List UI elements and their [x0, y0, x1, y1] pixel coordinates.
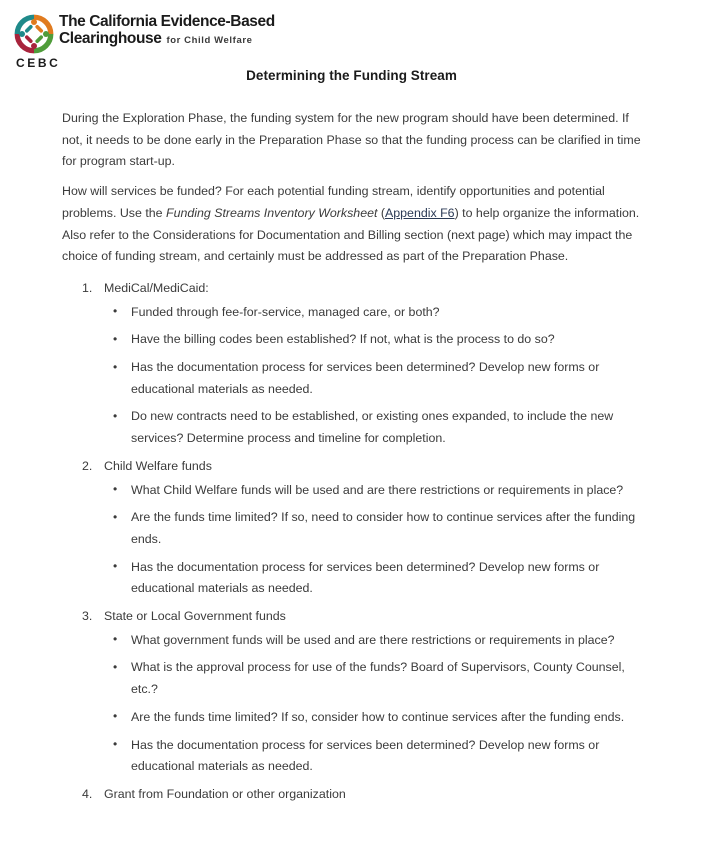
paragraph-how-funded-part3: ) to help organize the information. Also refer to the Considerations for Documentation and Billing section (next page) which may impact the choice of funding stream, and certainly must be addressed as part of the Preparation Phase.	[62, 205, 640, 264]
list-item	[104, 557, 646, 600]
question-text: Do new contracts need to be established, or existing ones expanded, to include the new services? Determine process and timeline for completion.	[131, 409, 614, 446]
list-number	[82, 606, 100, 628]
list-item	[104, 507, 646, 550]
funding-stream-label: Grant from Foundation or other organization	[104, 786, 346, 801]
question-text: What Child Welfare funds will be used and are there restrictions or requirements in place?	[131, 482, 624, 497]
bullet-icon: •	[113, 632, 118, 647]
list-item	[104, 302, 646, 324]
logo-wordmark-subtitle: for Child Welfare	[166, 34, 253, 46]
bullet-icon: •	[113, 659, 118, 674]
question-text: Has the documentation process for services been determined? Develop new forms or educational materials as needed.	[131, 360, 600, 396]
question-text: What government funds will be used and are there restrictions or requirements in place?	[131, 632, 615, 647]
funding-stream-questions	[104, 630, 646, 778]
worksheet-title: Funding Streams Inventory Worksheet	[166, 205, 378, 220]
list-item	[104, 329, 646, 351]
paragraph-how-funded-part1: How will services be funded? For each potential funding stream, identify opportunities and potential problems. Use the	[62, 184, 605, 220]
bullet-icon: •	[113, 482, 118, 497]
list-number	[82, 784, 100, 806]
funding-stream-label: Child Welfare funds	[104, 458, 212, 473]
funding-stream-item	[62, 606, 646, 778]
bullet-icon: •	[113, 408, 118, 423]
logo-wordmark	[59, 14, 309, 47]
bullet-icon: •	[113, 331, 118, 346]
question-text: Funded through fee-for-service, managed care, or both?	[131, 304, 440, 319]
funding-stream-label: State or Local Government funds	[104, 609, 286, 624]
funding-streams-list	[62, 278, 646, 806]
logo-wordmark-line2: Clearinghouse	[59, 29, 162, 47]
document-body	[62, 108, 646, 808]
paragraph-exploration-phase: During the Exploration Phase, the funding system for the new program should have been determined. If not, it needs to be done early in the Preparation Phase so that the funding process can be clarified in time for program start-up.	[62, 111, 641, 169]
logo-acronym: CEBC	[16, 56, 61, 70]
funding-stream-item	[62, 784, 646, 806]
list-item	[104, 357, 646, 400]
bullet-icon: •	[113, 709, 118, 724]
bullet-icon: •	[113, 737, 118, 752]
paragraph-how-funded-part2: (	[377, 205, 385, 220]
funding-stream-item	[62, 456, 646, 600]
funding-stream-questions	[104, 480, 646, 601]
list-item	[104, 406, 646, 449]
question-text: What is the approval process for use of the funds? Board of Supervisors, County Counsel, etc.?	[131, 660, 625, 697]
logo-wordmark-line1: The California Evidence-Based	[59, 13, 275, 30]
question-text: Are the funds time limited? If so, need to consider how to continue services after the funding ends.	[131, 510, 636, 546]
funding-stream-item	[62, 278, 646, 450]
list-number	[82, 456, 100, 478]
list-item	[104, 480, 646, 502]
question-text: Are the funds time limited? If so, consider how to continue services after the funding ends.	[131, 709, 625, 724]
paragraph-how-funded	[62, 181, 646, 268]
list-item	[104, 630, 646, 652]
list-item	[104, 657, 646, 700]
page-title: Determining the Funding Stream	[246, 68, 457, 83]
appendix-f6-link[interactable]: Appendix F6	[385, 205, 455, 220]
list-item	[104, 707, 646, 729]
list-number	[82, 278, 100, 300]
bullet-icon: •	[113, 359, 118, 374]
question-text: Have the billing codes been established? If not, what is the process to do so?	[131, 332, 555, 347]
funding-stream-label: MediCal/MediCaid:	[104, 280, 209, 295]
funding-stream-questions	[104, 302, 646, 450]
question-text: Has the documentation process for services been determined? Develop new forms or educational materials as needed.	[131, 559, 600, 596]
bullet-icon: •	[113, 559, 118, 574]
bullet-icon: •	[113, 304, 118, 319]
document-header	[14, 12, 314, 72]
bullet-icon: •	[113, 509, 118, 524]
question-text: Has the documentation process for services been determined? Develop new forms or educational materials as needed.	[131, 737, 600, 774]
list-item	[104, 735, 646, 778]
cebc-logo-icon	[14, 14, 54, 54]
